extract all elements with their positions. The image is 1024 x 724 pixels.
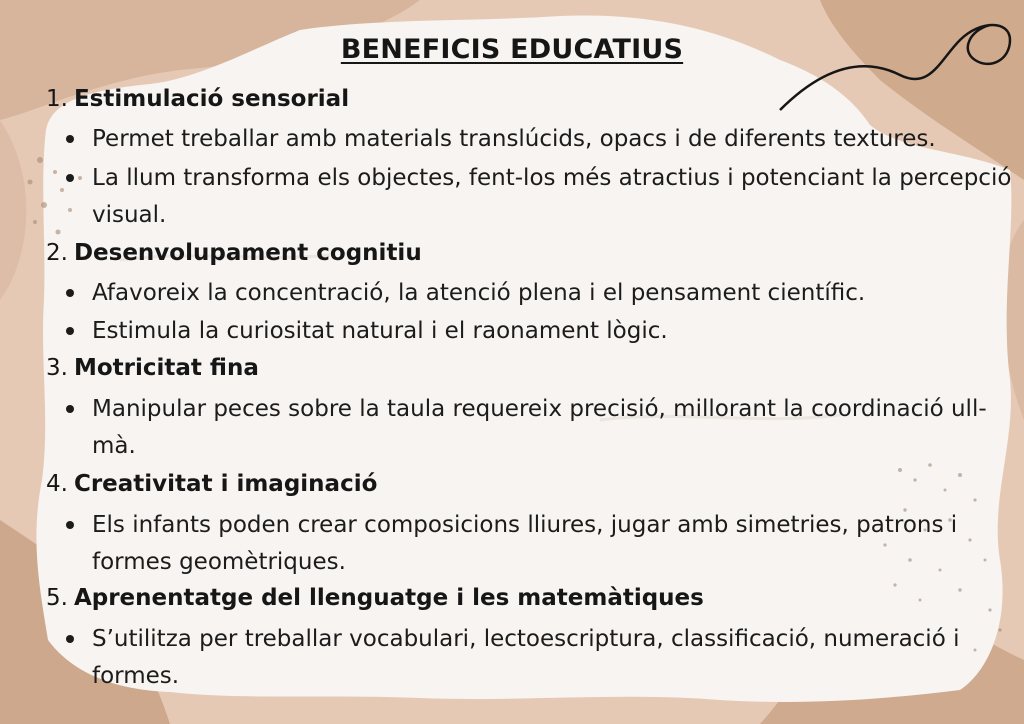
section-4-bullet-1: Els infants poden crear composicions lliures, jugar amb simetries, patrons i formes geomètriques. [92,507,1012,581]
section-4-heading: 4. Creativitat i imaginació [46,471,378,497]
section-5-heading: 5. Aprenentatge del llenguatge i les matemàtiques [46,585,704,611]
section-1-heading: 1. Estimulació sensorial [46,86,350,112]
section-2-bullet-1: Afavoreix la concentració, la atenció plena i el pensament científic. [92,275,1012,312]
bullet-dot-icon [66,174,74,182]
section-3-heading: 3. Motricitat fina [46,355,259,381]
section-1-bullet-1: Permet treballar amb materials translúcids, opacs i de diferents textures. [92,121,1012,158]
bullet-dot-icon [66,405,74,413]
bullet-dot-icon [66,289,74,297]
bullet-dot-icon [66,635,74,643]
section-5-bullet-1: S’utilitza per treballar vocabulari, lectoescriptura, classificació, numeració i formes. [92,621,1012,695]
bullet-dot-icon [66,327,74,335]
section-1-bullet-2: La llum transforma els objectes, fent-los més atractius i potenciant la percepció visual. [92,160,1012,234]
page-title: BENEFICIS EDUCATIUS [340,34,684,65]
bullet-dot-icon [66,521,74,529]
section-2-heading: 2. Desenvolupament cognitiu [46,240,422,266]
section-2-bullet-2: Estimula la curiositat natural i el raonament lògic. [92,313,1012,350]
bullet-dot-icon [66,135,74,143]
section-3-bullet-1: Manipular peces sobre la taula requereix precisió, millorant la coordinació ull-mà. [92,391,1012,465]
